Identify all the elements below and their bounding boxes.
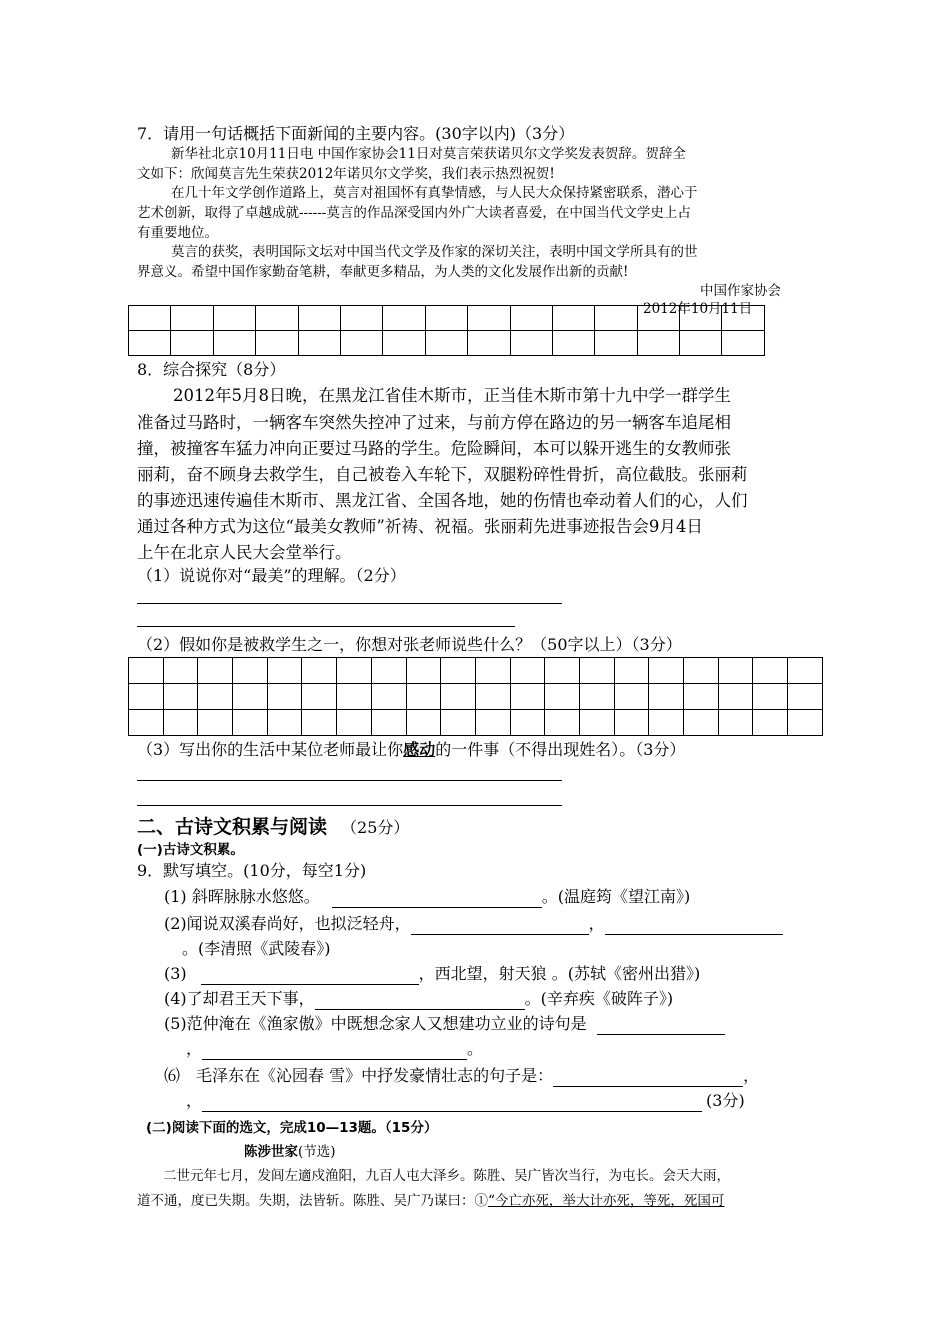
q9-item2-cont: 。(李清照《武陵春》) xyxy=(182,939,331,958)
section2-part2: (二)阅读下面的选文，完成10—13题。（15分） xyxy=(146,1120,438,1136)
q9-item5-cont: ， 。 xyxy=(186,1039,484,1058)
q8-passage-line: 准备过马路时，一辆客车突然失控冲了过来，与前方停在路边的另一辆客车追尾相 xyxy=(137,413,731,432)
q8-sub3-emphasis: 感动 xyxy=(403,740,436,759)
q9-item3-blank[interactable] xyxy=(201,968,419,985)
q8-passage-line: 2012年5月8日晚，在黑龙江省佳木斯市，正当佳木斯市第十九中学一群学生 xyxy=(173,386,731,405)
q9-item2-blank[interactable] xyxy=(411,918,589,935)
q7-answer-grid[interactable] xyxy=(128,305,765,356)
q9-item6-blank[interactable] xyxy=(202,1095,702,1112)
q9-item5-blank[interactable] xyxy=(597,1018,725,1035)
section2-part1: (一)古诗文积累。 xyxy=(137,842,244,858)
q9-title: 9．默写填空。(10分，每空1分) xyxy=(137,861,367,880)
q7-news-p3b: 界意义。希望中国作家勤奋笔耕，奉献更多精品，为人类的文化发展作出新的贡献! xyxy=(137,264,629,280)
passage-title: 陈涉世家(节选) xyxy=(244,1144,336,1160)
q9-item1: (1) 斜晖脉脉水悠悠。 。(温庭筠《望江南》) xyxy=(164,887,691,906)
q8-sub3-answer-line[interactable] xyxy=(137,780,562,781)
q9-item1-blank[interactable] xyxy=(332,891,542,908)
q7-news-p2b: 艺术创新，取得了卓越成就------莫言的作品深受国内外广大读者喜爱，在中国当代文学史上占 xyxy=(137,205,691,221)
q8-passage-line: 撞，被撞客车猛力冲向正要过马路的学生。危险瞬间，本可以躲开逃生的女教师张 xyxy=(137,439,731,458)
q8-sub2: （2）假如你是被救学生之一，你想对张老师说些什么？（50字以上）（3分） xyxy=(137,635,682,654)
q8-title: 8．综合探究（8分） xyxy=(137,360,286,379)
q9-item4: (4)了却君王天下事， 。(辛弃疾《破阵子》) xyxy=(164,989,674,1008)
q7-signature: 中国作家协会 xyxy=(700,283,781,299)
passage-line: 道不通，度已失期。失期，法皆斩。陈胜、吴广乃谋曰：①“今亡亦死，举大计亦死，等死，死国可 xyxy=(137,1193,725,1209)
q7-news-p2a: 在几十年文学创作道路上，莫言对祖国怀有真挚情感，与人民大众保持紧密联系，潜心于 xyxy=(171,185,698,201)
q9-item6: ⑹ 毛泽东在《沁园春 雪》中抒发豪情壮志的句子是： ， xyxy=(164,1066,760,1085)
section2-heading: 二、古诗文积累与阅读 （25分） xyxy=(137,816,410,838)
q9-item2: (2)闻说双溪春尚好，也拟泛轻舟， ， xyxy=(164,913,783,935)
q7-news-p1a: 新华社北京10月11日电 中国作家协会11日对莫言荣获诺贝尔文学奖发表贺辞。贺辞全 xyxy=(171,146,686,162)
q9-item6-cont: ， (3分) xyxy=(186,1091,745,1110)
q8-sub1-answer-line[interactable] xyxy=(137,603,562,604)
q9-item6-blank[interactable] xyxy=(553,1070,743,1087)
q9-item2-blank[interactable] xyxy=(605,918,783,935)
q7-news-p3a: 莫言的获奖，表明国际文坛对中国当代文学及作家的深切关注，表明中国文学所具有的世 xyxy=(171,244,698,260)
q7-title: 7．请用一句话概括下面新闻的主要内容。(30字以内)（3分） xyxy=(137,124,575,143)
q8-sub1: （1）说说你对“最美”的理解。（2分） xyxy=(137,566,406,585)
q7-news-p1b: 文如下：欣闻莫言先生荣获2012年诺贝尔文学奖，我们表示热烈祝贺! xyxy=(137,166,555,182)
q9-item5-blank[interactable] xyxy=(202,1043,467,1060)
q9-item4-blank[interactable] xyxy=(315,993,525,1010)
q8-passage-line: 通过各种方式为这位“最美女教师”祈祷、祝福。张丽莉先进事迹报告会9月4日 xyxy=(137,517,703,536)
q8-sub3-answer-line[interactable] xyxy=(137,805,562,806)
q9-item3: (3) ，西北望，射天狼 。(苏轼《密州出猎》) xyxy=(164,964,701,983)
q7-date: 2012年10月11日 xyxy=(643,301,753,317)
q9-item5: (5)范仲淹在《渔家傲》中既想念家人又想建功立业的诗句是 xyxy=(164,1013,725,1035)
passage-line: 二世元年七月，发闾左適戍渔阳，九百人屯大泽乡。陈胜、吴广皆次当行，为屯长。会天大雨， xyxy=(163,1168,730,1184)
q8-passage-line: 的事迹迅速传遍佳木斯市、黑龙江省、全国各地，她的伤情也牵动着人们的心，人们 xyxy=(137,491,748,510)
q8-passage-line: 上午在北京人民大会堂举行。 xyxy=(137,543,352,562)
q7-news-p2c: 有重要地位。 xyxy=(137,225,218,241)
passage-underlined-quote: “今亡亦死，举大计亦死，等死，死国可 xyxy=(488,1193,725,1209)
q8-sub2-answer-grid[interactable] xyxy=(128,657,823,736)
q8-passage-line: 丽莉，奋不顾身去救学生，自己被卷入车轮下，双腿粉碎性骨折，高位截肢。张丽莉 xyxy=(137,465,748,484)
q8-sub1-answer-line[interactable] xyxy=(137,626,515,627)
q8-sub3: （3）写出你的生活中某位老师最让你感动的一件事（不得出现姓名）。（3分） xyxy=(137,740,686,759)
